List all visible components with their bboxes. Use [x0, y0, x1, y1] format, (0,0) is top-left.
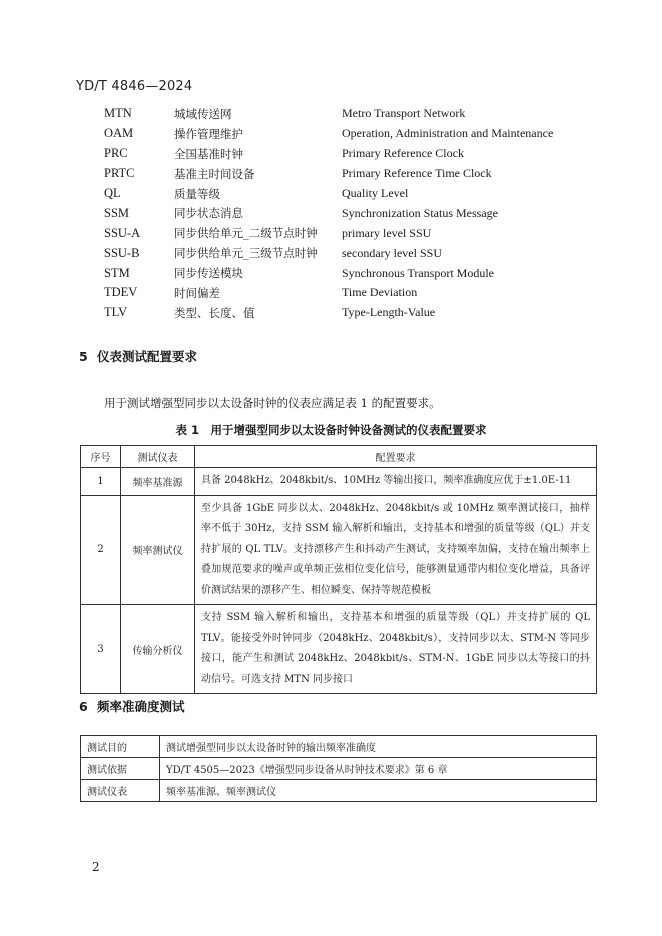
abbr-english: Metro Transport Network	[342, 106, 466, 121]
abbr-english: Type-Length-Value	[342, 305, 436, 320]
abbr-term: PRC	[104, 146, 128, 161]
section-title: 频率准确度测试	[97, 699, 185, 714]
abbr-term: SSM	[104, 205, 130, 220]
column-header: 序号	[81, 446, 121, 468]
table-1-caption: 表 1 用于增强型同步以太设备时钟设备测试的仪表配置要求	[175, 423, 487, 437]
abbr-chinese: 操作管理维护	[174, 126, 243, 141]
section-6-heading	[79, 697, 185, 715]
abbreviation-row	[104, 124, 553, 144]
instrument-name: 频率基准源	[121, 468, 195, 496]
test-field-value: YD/T 4505—2023《增强型同步设备从时钟技术要求》第 6 章	[160, 758, 597, 780]
abbr-term: QL	[104, 186, 121, 200]
abbreviation-row	[104, 243, 553, 263]
table-row	[81, 736, 597, 758]
section-title: 仪表测试配置要求	[97, 349, 198, 364]
row-number: 2	[81, 495, 121, 605]
table-row	[81, 780, 597, 802]
section-5-heading	[79, 347, 197, 365]
abbr-term: PRTC	[104, 166, 135, 181]
row-number: 1	[81, 468, 121, 496]
abbr-chinese: 同步供给单元_三级节点时钟	[174, 246, 318, 261]
abbr-english: Synchronous Transport Module	[342, 265, 495, 280]
section-5-paragraph: 用于测试增强型同步以太设备时钟的仪表应满足表 1 的配置要求。	[104, 396, 441, 410]
table-row	[81, 758, 597, 780]
abbr-term: TLV	[104, 305, 128, 320]
instrument-name: 频率测试仪	[121, 495, 195, 605]
abbr-chinese: 全国基准时钟	[174, 146, 243, 161]
abbr-chinese: 类型、长度、值	[174, 305, 255, 320]
abbreviation-list	[104, 104, 553, 323]
abbr-chinese: 基准主时间设备	[174, 166, 255, 181]
abbr-chinese: 同步传送模块	[174, 266, 243, 281]
section-number: 5	[79, 349, 88, 364]
instrument-name: 传输分析仪	[121, 605, 195, 694]
abbr-english: Time Deviation	[342, 285, 418, 300]
abbr-english: Primary Reference Time Clock	[342, 166, 492, 181]
table-row	[81, 495, 597, 605]
document-id-header: YD/T 4846—2024	[76, 79, 193, 94]
test-field-value: 测试增强型同步以太设备时钟的输出频率准确度	[160, 736, 597, 758]
abbr-term: OAM	[104, 126, 134, 141]
abbreviation-row	[104, 184, 553, 204]
column-header: 测试仪表	[121, 446, 195, 468]
abbreviation-row	[104, 223, 553, 243]
test-field-label: 测试目的	[81, 736, 160, 758]
abbreviation-row	[104, 104, 553, 124]
config-requirement: 支持 SSM 输入解析和输出，支持基本和增强的质量等级（QL）并支持扩展的 QL TLV。能接受外时钟同步（2048kHz、2048kbit/s），支持同步以太、STM-N 等同步接口，能产生和测试 2048kHz、2048kbit/s、STM-N、1GbE 同步以太等接口的抖动信号。可选支持 MTN 同步接口	[195, 605, 597, 694]
abbreviation-row	[104, 263, 553, 283]
abbr-english: Operation, Administration and Maintenance	[342, 126, 554, 141]
section-number: 6	[79, 699, 88, 714]
instrument-config-table	[80, 445, 597, 694]
abbreviation-row	[104, 144, 553, 164]
config-requirement: 至少具备 1GbE 同步以太、2048kHz、2048kbit/s 或 10MHz 频率测试接口，抽样率不低于 30Hz，支持 SSM 输入解析和输出，支持基本和增强的质量等级（QL）并支持扩展的 QL TLV。支持漂移产生和抖动产生测试，支持频率加偏，支持在输出频率上叠加规范要求的噪声或单频正弦相位变化信号，能够测量通带内相位变化增益，具备评价测试结果的漂移产生、相位瞬变、保持等规范模板	[195, 495, 597, 605]
abbr-chinese: 城域传送网	[174, 106, 232, 121]
row-number: 3	[81, 605, 121, 694]
abbr-chinese: 时间偏差	[174, 285, 220, 300]
abbr-english: secondary level SSU	[342, 245, 442, 260]
abbreviation-row	[104, 203, 553, 223]
abbr-term: TDEV	[104, 285, 138, 300]
abbr-english: primary level SSU	[342, 225, 432, 240]
abbr-english: Primary Reference Clock	[342, 146, 464, 161]
abbr-chinese: 同步供给单元_二级节点时钟	[174, 226, 318, 241]
config-requirement: 具备 2048kHz、2048kbit/s、10MHz 等输出接口，频率准确度应优于±1.0E-11	[195, 468, 597, 496]
frequency-accuracy-test-table	[80, 735, 597, 802]
test-field-value: 频率基准源、频率测试仪	[160, 780, 597, 802]
table-row	[81, 468, 597, 496]
column-header: 配置要求	[195, 446, 597, 468]
table-header-row	[81, 446, 597, 468]
abbr-term: SSU-A	[104, 225, 141, 240]
test-field-label: 测试仪表	[81, 780, 160, 802]
test-field-label: 测试依据	[81, 758, 160, 780]
abbr-chinese: 同步状态消息	[174, 206, 243, 221]
abbr-term: SSU-B	[104, 245, 140, 260]
abbreviation-row	[104, 303, 553, 323]
abbreviation-row	[104, 283, 553, 303]
abbreviation-row	[104, 164, 553, 184]
page-number: 2	[92, 860, 100, 874]
abbr-english: Synchronization Status Message	[342, 205, 498, 220]
abbr-english: Quality Level	[342, 186, 409, 200]
abbr-term: MTN	[104, 106, 132, 121]
abbr-term: STM	[104, 265, 130, 280]
abbr-chinese: 质量等级	[174, 186, 220, 201]
table-row	[81, 605, 597, 694]
